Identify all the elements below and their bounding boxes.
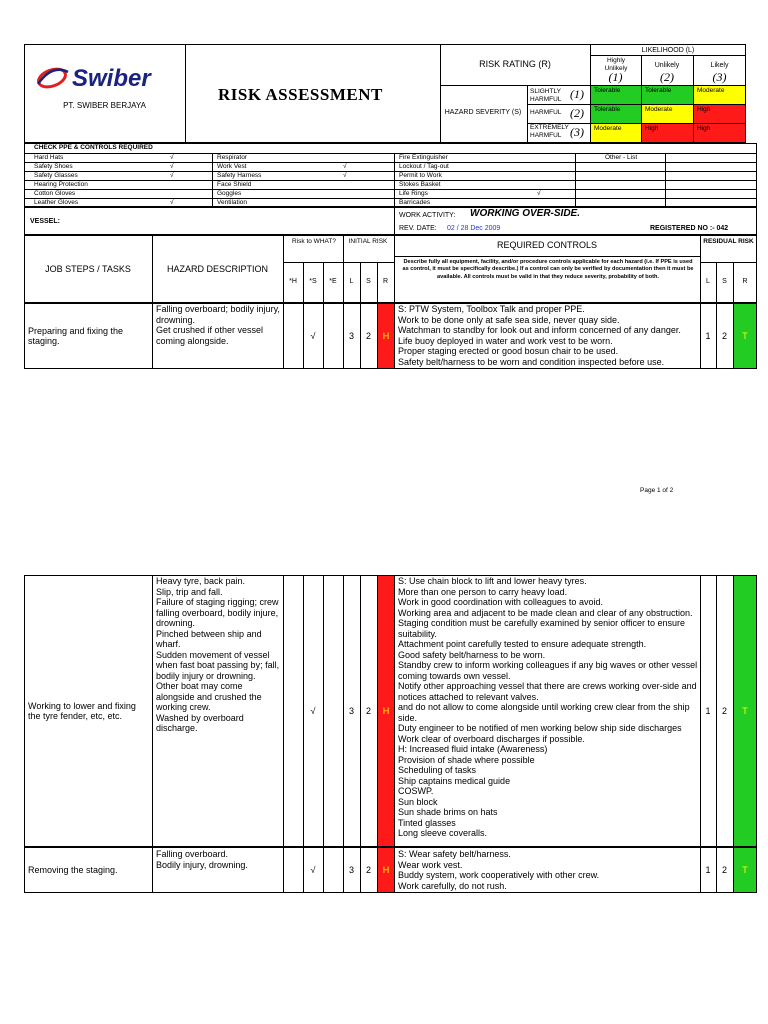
likelihood-2-num: (2) [660, 70, 674, 84]
controls-cell [398, 576, 698, 839]
hazard-line: Pinched between ship and wharf. [156, 628, 262, 649]
severity-2-num: (2) [570, 106, 584, 120]
control-line: Watchman to standby for look out and inform concerned of any danger. [398, 325, 681, 335]
ppe-item: Goggles [217, 190, 242, 197]
swiber-logo-icon [32, 60, 177, 96]
task-cell: Removing the staging. [28, 864, 118, 875]
initial-s: 2 [365, 705, 371, 716]
matrix-cell: Moderate [591, 124, 641, 142]
matrix-cell: Moderate [642, 105, 693, 123]
hazard-line: Get crushed if other vessel coming alongside. [156, 325, 264, 346]
control-line: and do not allow to come alongside until working crew clear from the ship side. [398, 702, 690, 723]
hazard-line: Washed by overboard discharge. [156, 712, 244, 733]
control-line: Tinted glasses [398, 817, 456, 828]
control-line: Ship captains medical guide [398, 775, 511, 786]
task-cell: Working to lower and fixing the tyre fender, etc, etc. [28, 700, 136, 721]
rev-date-label: REV. DATE: [399, 225, 437, 232]
hazard-line: Bodily injury, drowning. [156, 859, 248, 870]
control-line: Attachment point carefully tested to ensure adequate strength. [398, 639, 647, 649]
control-line: Life buoy deployed in water and work vest to be worn. [398, 335, 613, 346]
matrix-cell: Moderate [694, 86, 745, 104]
matrix-cell: Tolerable [591, 105, 641, 123]
ppe-item: Cotton Gloves [34, 190, 76, 197]
risk-mark: √ [310, 330, 316, 341]
ppe-item: Leather Gloves [34, 199, 79, 206]
control-line: Work carefully, do not rush. [398, 880, 507, 891]
initial-l: 3 [348, 705, 354, 716]
ppe-item: Safety Shoes [34, 163, 73, 170]
ppe-check: √ [170, 172, 174, 179]
col-risk-to-what: Risk to WHAT? [292, 238, 336, 245]
col-initial-risk: INITIAL RISK [348, 238, 388, 245]
residual-l: 1 [705, 864, 711, 875]
ppe-item: Work Vest [217, 163, 247, 170]
col-required-controls: REQUIRED CONTROLS [496, 240, 597, 250]
ppe-item: Safety Harness [217, 172, 262, 179]
initial-l: 3 [348, 864, 354, 875]
initial-s: 2 [365, 864, 371, 875]
hazard-line: Slip, trip and fall. [156, 586, 223, 597]
hazard-cell [156, 849, 281, 870]
ppe-check: √ [537, 190, 541, 197]
matrix-cell: High [694, 105, 745, 123]
control-line: S: Wear safety belt/harness. [398, 849, 511, 859]
ppe-item: Fire Extinguisher [399, 154, 448, 161]
task-cell: Preparing and fixing the staging. [28, 325, 124, 346]
control-line: Work to be done only at safe sea side, never quay side. [398, 314, 620, 325]
ppe-item: Lockout / Tag-out [399, 163, 449, 170]
matrix-cell: High [642, 124, 693, 142]
ppe-item: Hard Hats [34, 154, 64, 161]
control-line: Good safety belt/harness to be worn. [398, 649, 546, 660]
col-residual-s: S [722, 277, 727, 285]
ppe-check: √ [170, 163, 174, 170]
ppe-item: Barricades [399, 199, 431, 206]
ppe-check: √ [170, 199, 174, 206]
ppe-item: Life Rings [399, 190, 428, 197]
likelihood-3-label: Likely [710, 62, 729, 69]
hazard-line: Heavy tyre, back pain. [156, 576, 246, 586]
control-line: Sun block [398, 796, 438, 807]
control-line: More than one person to carry heavy load. [398, 586, 568, 597]
residual-s: 2 [721, 864, 727, 875]
initial-r: H [378, 304, 394, 368]
control-line: Buddy system, work cooperatively with other crew. [398, 870, 600, 880]
residual-s: 2 [721, 705, 727, 716]
control-line: COSWP. [398, 786, 434, 796]
initial-r: H [378, 848, 394, 892]
col-hazard-description: HAZARD DESCRIPTION [166, 263, 268, 274]
col-h: *H [289, 277, 297, 285]
matrix-cell: Tolerable [642, 86, 693, 104]
control-line: Sun shade brims on hats [398, 807, 498, 817]
control-line: Proper staging erected or good bosun chair to be used. [398, 346, 619, 356]
col-residual-risk: RESIDUAL RISK [703, 238, 754, 245]
hazard-line: Falling overboard; bodily injury, drowning. [156, 304, 280, 325]
control-line: Provision of shade where possible [398, 754, 535, 765]
likelihood-label: LIKELIHOOD (L) [641, 47, 695, 54]
control-line: Work in good coordination with colleagues to avoid. [398, 597, 603, 607]
hazard-line: Falling overboard. [156, 849, 229, 859]
controls-note: Describe fully all equipment, facility, and/or procedure controls applicable for each hazard (i.e. If PPE is used as control, it must be specifically describe.) If a control can only be verified by documentation then it must be available. All controls must be valid in that they reduce severity, probability of both. [402, 259, 694, 280]
risk-mark: √ [310, 705, 316, 716]
controls-cell [398, 304, 698, 367]
matrix-cell: Tolerable [591, 86, 641, 104]
control-line: Working area and adjacent to be made clean and clear of any obstruction. [398, 607, 693, 618]
col-residual-r: R [742, 277, 748, 285]
likelihood-1-label: Highly Unlikely [604, 57, 628, 72]
ppe-item: Permit to Work [399, 172, 442, 179]
work-activity-value: WORKING OVER-SIDE. [470, 208, 581, 219]
info-box [24, 207, 757, 235]
matrix-cell: High [694, 124, 745, 142]
col-s2: S [366, 277, 371, 285]
col-job-steps: JOB STEPS / TASKS [45, 263, 131, 274]
ppe-item: Stokes Basket [399, 181, 441, 188]
controls-cell [398, 849, 698, 891]
ppe-item: Face Shield [217, 181, 252, 188]
hazard-line: Failure of staging rigging; crew falling overboard, bodily injure, drowning. [156, 597, 279, 628]
severity-3-label: EXTREMELY HARMFUL [530, 124, 569, 139]
control-line: Notify other approaching vessel that there are crews working over-side and notices attached to relevant valves. [398, 681, 697, 702]
ppe-item: Respirator [217, 154, 247, 161]
document-title: RISK ASSESSMENT [218, 85, 383, 104]
vessel-label: VESSEL: [30, 218, 60, 225]
initial-l: 3 [348, 330, 354, 341]
likelihood-2-label: Unlikely [654, 62, 680, 69]
rev-date-value: 02 / 28 Dec 2009 [447, 225, 501, 232]
col-r: R [382, 277, 389, 285]
registered-no: REGISTERED NO :- 042 [650, 225, 729, 232]
ppe-item: Ventilation [217, 199, 247, 206]
residual-s: 2 [721, 330, 727, 341]
company-name: PT. SWIBER BERJAYA [63, 101, 146, 110]
page-number: Page 1 of 2 [640, 487, 674, 494]
severity-2-label: HARMFUL [530, 109, 562, 116]
initial-s: 2 [365, 330, 371, 341]
col-s: *S [309, 277, 317, 285]
residual-l: 1 [705, 330, 711, 341]
residual-l: 1 [705, 705, 711, 716]
control-line: Duty engineer to be notified of men working below ship side discharges [398, 723, 682, 733]
ppe-item: Safety Glasses [34, 172, 78, 179]
control-line: Staging condition must be carefully examined by senior officer to ensure suitability. [398, 618, 685, 639]
col-l: L [349, 277, 354, 285]
severity-1-num: (1) [570, 87, 584, 101]
control-line: Long sleeve coveralls. [398, 828, 488, 838]
col-residual-l: L [706, 277, 710, 285]
control-line: S: PTW System, Toolbox Talk and proper PPE. [398, 304, 585, 314]
control-line: Wear work vest. [398, 859, 463, 870]
severity-1-label: SLIGHTLY HARMFUL [530, 88, 562, 103]
col-e: *E [329, 277, 337, 285]
severity-3-num: (3) [570, 125, 584, 139]
hazard-cell [156, 304, 281, 346]
ppe-item: Hearing Protection [34, 181, 88, 188]
ppe-check: √ [170, 154, 174, 161]
work-activity-label: WORK ACTIVITY: [399, 212, 456, 219]
ppe-item: Other - List [605, 154, 638, 161]
hazard-line: Sudden movement of vessel when fast boat passing by; fall, bodily injury or drowning. [156, 649, 280, 681]
risk-mark: √ [310, 864, 316, 875]
hazard-line: Other boat may come alongside and crushed the working crew. [156, 681, 262, 712]
ppe-title: CHECK PPE & CONTROLS REQUIRED [34, 144, 153, 151]
control-line: H: Increased fluid intake (Awareness) [398, 744, 548, 754]
control-line: S: Use chain block to lift and lower heavy tyres. [398, 576, 587, 586]
control-line: Standby crew to inform working colleagues if any big waves or other vessel coming towards own vessel. [398, 660, 698, 681]
initial-r: H [378, 576, 394, 846]
ppe-row [24, 198, 757, 207]
company-logo [32, 60, 177, 96]
control-line: Scheduling of tasks [398, 765, 477, 775]
control-line: Work clear of overboard discharges if possible. [398, 733, 585, 744]
hazard-severity-label: HAZARD SEVERITY (S) [444, 108, 522, 116]
hazard-cell [156, 576, 281, 734]
risk-rating-label: RISK RATING (R) [479, 59, 551, 69]
logo-text: Swiber [72, 65, 151, 92]
ppe-check: √ [343, 172, 347, 179]
likelihood-3-num: (3) [712, 70, 727, 84]
control-line: Safety belt/harness to be worn and condition inspected before use. [398, 356, 665, 367]
residual-r: T [734, 576, 756, 846]
residual-r: T [734, 848, 756, 892]
ppe-check: √ [343, 163, 347, 170]
likelihood-1-num: (1) [608, 70, 623, 84]
residual-r: T [734, 304, 756, 368]
